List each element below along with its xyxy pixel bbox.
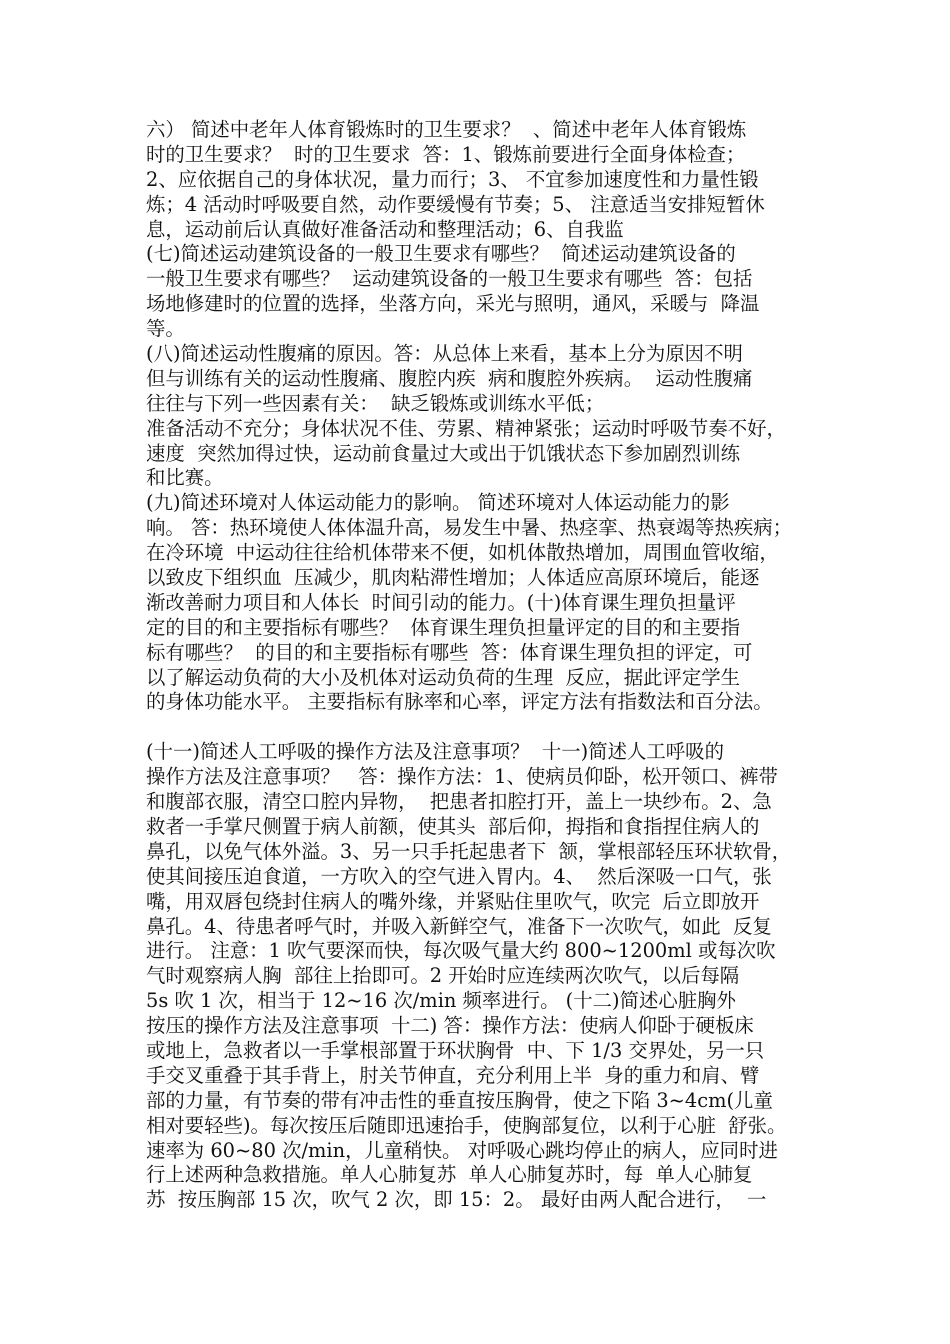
- text-line: 部的力量，有节奏的带有冲击性的垂直按压胸骨，使之下陷 3~4cm(儿童: [146, 1088, 773, 1112]
- text-line: 气时观察病人胸 部往上抬即可。2 开始时应连续两次吹气，以后每隔: [146, 964, 740, 988]
- text-line: 息，运动前后认真做好准备活动和整理活动；6、自我监: [146, 217, 624, 241]
- text-line: 标有哪些？ 的目的和主要指标有哪些 答：体育课生理负担的评定，可: [146, 640, 753, 664]
- text-line: 救者一手掌尺侧置于病人前额，使其头 部后仰，拇指和食指捏住病人的: [146, 814, 760, 838]
- text-line: 鼻孔，以免气体外溢。3、另一只手托起患者下 颔，掌根部轻压环状软骨，: [146, 839, 792, 863]
- text-line: 进行。 注意：1 吹气要深而快，每次吸气量大约 800~1200ml 或每次吹: [146, 939, 776, 963]
- text-line: 按压的操作方法及注意事项 十二) 答：操作方法：使病人仰卧于硬板床: [146, 1014, 754, 1038]
- text-line: 炼；4 活动时呼吸要自然，动作要缓慢有节奏；5、 注意适当安排短暂休: [146, 192, 765, 216]
- text-line: 操作方法及注意事项？ 答：操作方法：1、使病员仰卧，松开领口、裤带: [146, 765, 778, 789]
- paragraph-gap: [146, 715, 826, 740]
- text-line: 场地修建时的位置的选择，坐落方向，采光与照明，通风，采暖与 降温: [146, 292, 760, 316]
- text-line: 的身体功能水平。 主要指标有脉率和心率，评定方法有指数法和百分法。: [146, 690, 773, 714]
- text-line: (八)简述运动性腹痛的原因。答：从总体上来看，基本上分为原因不明: [146, 342, 743, 366]
- text-line: 使其间接压迫食道，一方吹入的空气进入胃内。4、 然后深吸一口气，张: [146, 864, 772, 888]
- text-line: 准备活动不充分；身体状况不佳、劳累、精神紧张；运动时呼吸节奏不好，: [146, 416, 786, 440]
- text-line: 定的目的和主要指标有哪些？ 体育课生理负担量评定的目的和主要指: [146, 615, 741, 639]
- text-line: 和腹部衣服，清空口腔内异物， 把患者扣腔打开，盖上一块纱布。2、急: [146, 790, 772, 814]
- text-line: (九)简述环境对人体运动能力的影响。 简述环境对人体运动能力的影: [146, 491, 730, 515]
- text-line: 六） 简述中老年人体育锻炼时的卫生要求？ 、简述中老年人体育锻炼: [146, 118, 747, 141]
- text-line: 渐改善耐力项目和人体长 时间引动的能力。(十)体育课生理负担量评: [146, 590, 736, 614]
- text-line: 嘴，用双唇包绕封住病人的嘴外缘，并紧贴住里吹气，吹完 后立即放开: [146, 889, 760, 913]
- text-line: 或地上，急救者以一手掌根部置于环状胸骨 中、下 1/3 交界处，另一只: [146, 1038, 765, 1062]
- text-block-1: [146, 118, 826, 715]
- text-line: 行上述两种急救措施。单人心肺复苏 单人心肺复苏时，每 单人心肺复: [146, 1163, 753, 1187]
- text-line: 速率为 60~80 次/min，儿童稍快。 对呼吸心跳均停止的病人，应同时进: [146, 1138, 778, 1162]
- text-line: 相对要轻些)。每次按压后随即迅速抬手，使胸部复位，以利于心脏 舒张。: [146, 1113, 787, 1137]
- text-line: 2、应依据自己的身体状况，量力而行；3、 不宜参加速度性和力量性锻: [146, 167, 759, 191]
- text-line: 速度 突然加得过快，运动前食量过大或出于饥饿状态下参加剧烈训练: [146, 441, 741, 465]
- text-line: 在冷环境 中运动往往给机体带来不便，如机体散热增加，周围血管收缩，: [146, 541, 779, 565]
- text-line: 但与训练有关的运动性腹痛、腹腔内疾 病和腹腔外疾病。 运动性腹痛: [146, 366, 753, 390]
- text-line: 时的卫生要求？ 时的卫生要求 答：1、锻炼前要进行全面身体检查；: [146, 142, 746, 166]
- text-line: 苏 按压胸部 15 次，吹气 2 次，即 15：2。 最好由两人配合进行， 一: [146, 1188, 767, 1212]
- text-block-2: [146, 740, 826, 1213]
- text-line: (十一)简述人工呼吸的操作方法及注意事项？ 十一)简述人工呼吸的: [146, 740, 724, 764]
- text-line: 往往与下列一些因素有关： 缺乏锻炼或训练水平低；: [146, 391, 605, 415]
- document-body: [146, 118, 826, 1213]
- text-line: 以致皮下组织血 压减少，肌肉粘滞性增加；人体适应高原环境后，能逐: [146, 566, 760, 590]
- text-line: 响。 答：热环境使人体体温升高，易发生中暑、热痉挛、热衰竭等热疾病；: [146, 516, 793, 540]
- text-line: 鼻孔。4、待患者呼气时，并吸入新鲜空气，准备下一次吹气，如此 反复: [146, 914, 772, 938]
- text-line: 手交叉重叠于其手背上，肘关节伸直，充分利用上半 身的重力和肩、臂: [146, 1063, 760, 1087]
- text-line: 以了解运动负荷的大小及机体对运动负荷的生理 反应，据此评定学生: [146, 665, 741, 689]
- text-line: 一般卫生要求有哪些？ 运动建筑设备的一般卫生要求有哪些 答：包括: [146, 267, 753, 291]
- text-line: 5s 吹 1 次，相当于 12~16 次/min 频率进行。 (十二)简述心脏胸外: [146, 989, 736, 1013]
- text-line: (七)简述运动建筑设备的一般卫生要求有哪些？ 简述运动建筑设备的: [146, 242, 736, 266]
- text-line: 等。: [146, 317, 185, 341]
- text-line: 和比赛。: [146, 466, 224, 490]
